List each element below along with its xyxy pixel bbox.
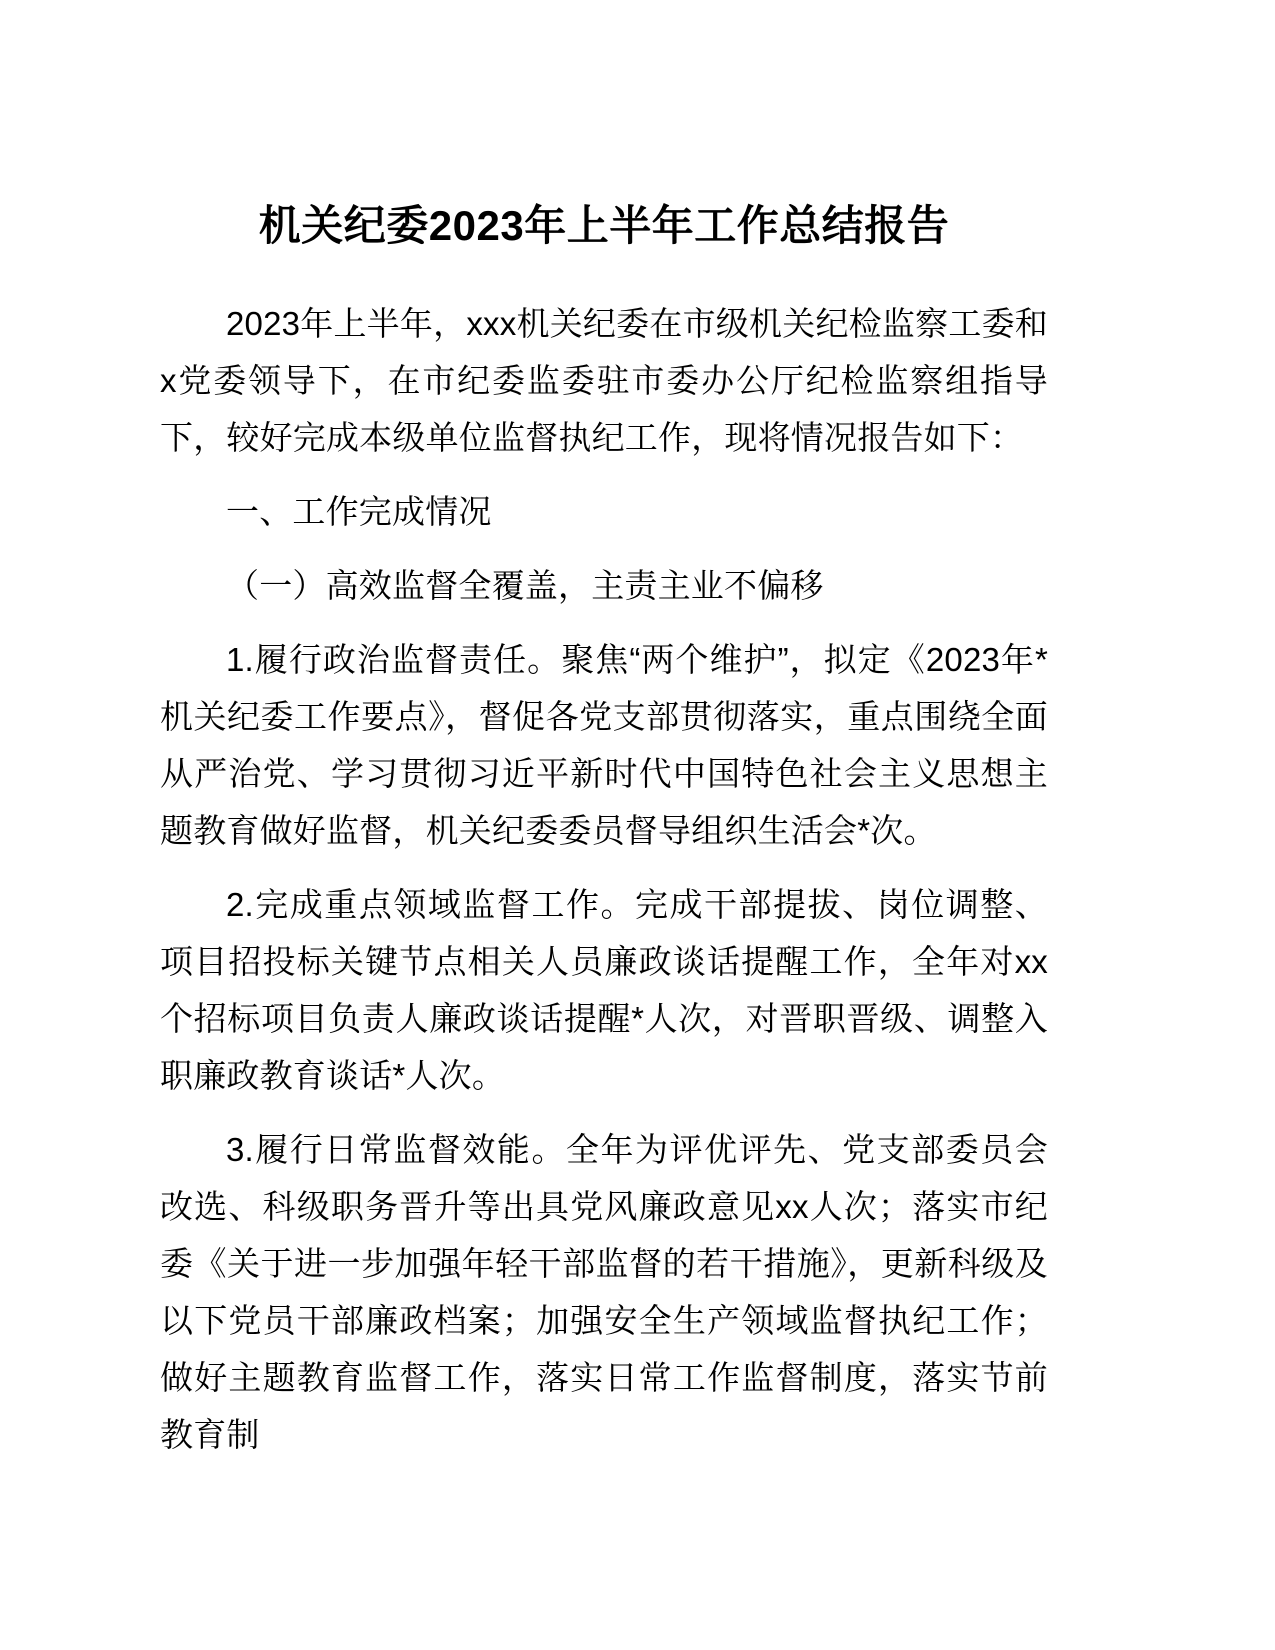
paragraph-item-1: 1.履行政治监督责任。聚焦“两个维护”，拟定《2023年*机关纪委工作要点》，督促各党支部贯彻落实，重点围绕全面从严治党、学习贯彻习近平新时代中国特色社会主义思想主题教育做好监督，机关纪委委员督导组织生活会*次。 [160, 640, 1048, 849]
paragraph-intro: 2023年上半年，xxx机关纪委在市级机关纪检监察工委和x党委领导下，在市纪委监委驻市委办公厅纪检监察组指导下，较好完成本级单位监督执纪工作，现将情况报告如下： [160, 304, 1048, 456]
page-title: 机关纪委2023年上半年工作总结报告 [258, 202, 950, 249]
paragraph-item-2: 2.完成重点领域监督工作。完成干部提拔、岗位调整、项目招投标关键节点相关人员廉政谈话提醒工作，全年对xx个招标项目负责人廉政谈话提醒*人次，对晋职晋级、调整入职廉政教育谈话*人次。 [160, 885, 1048, 1094]
paragraph-item-3: 3.履行日常监督效能。全年为评优评先、党支部委员会改选、科级职务晋升等出具党风廉政意见xx人次；落实市纪委《关于进一步加强年轻干部监督的若干措施》，更新科级及以下党员干部廉政档案；加强安全生产领域监督执纪工作；做好主题教育监督工作，落实日常工作监督制度，落实节前教育制 [160, 1130, 1048, 1453]
section-heading-1: 一、工作完成情况 [226, 492, 492, 530]
subsection-heading-1-1: （一）高效监督全覆盖，主责主业不偏移 [226, 566, 824, 604]
document-body [160, 0, 1048, 1463]
